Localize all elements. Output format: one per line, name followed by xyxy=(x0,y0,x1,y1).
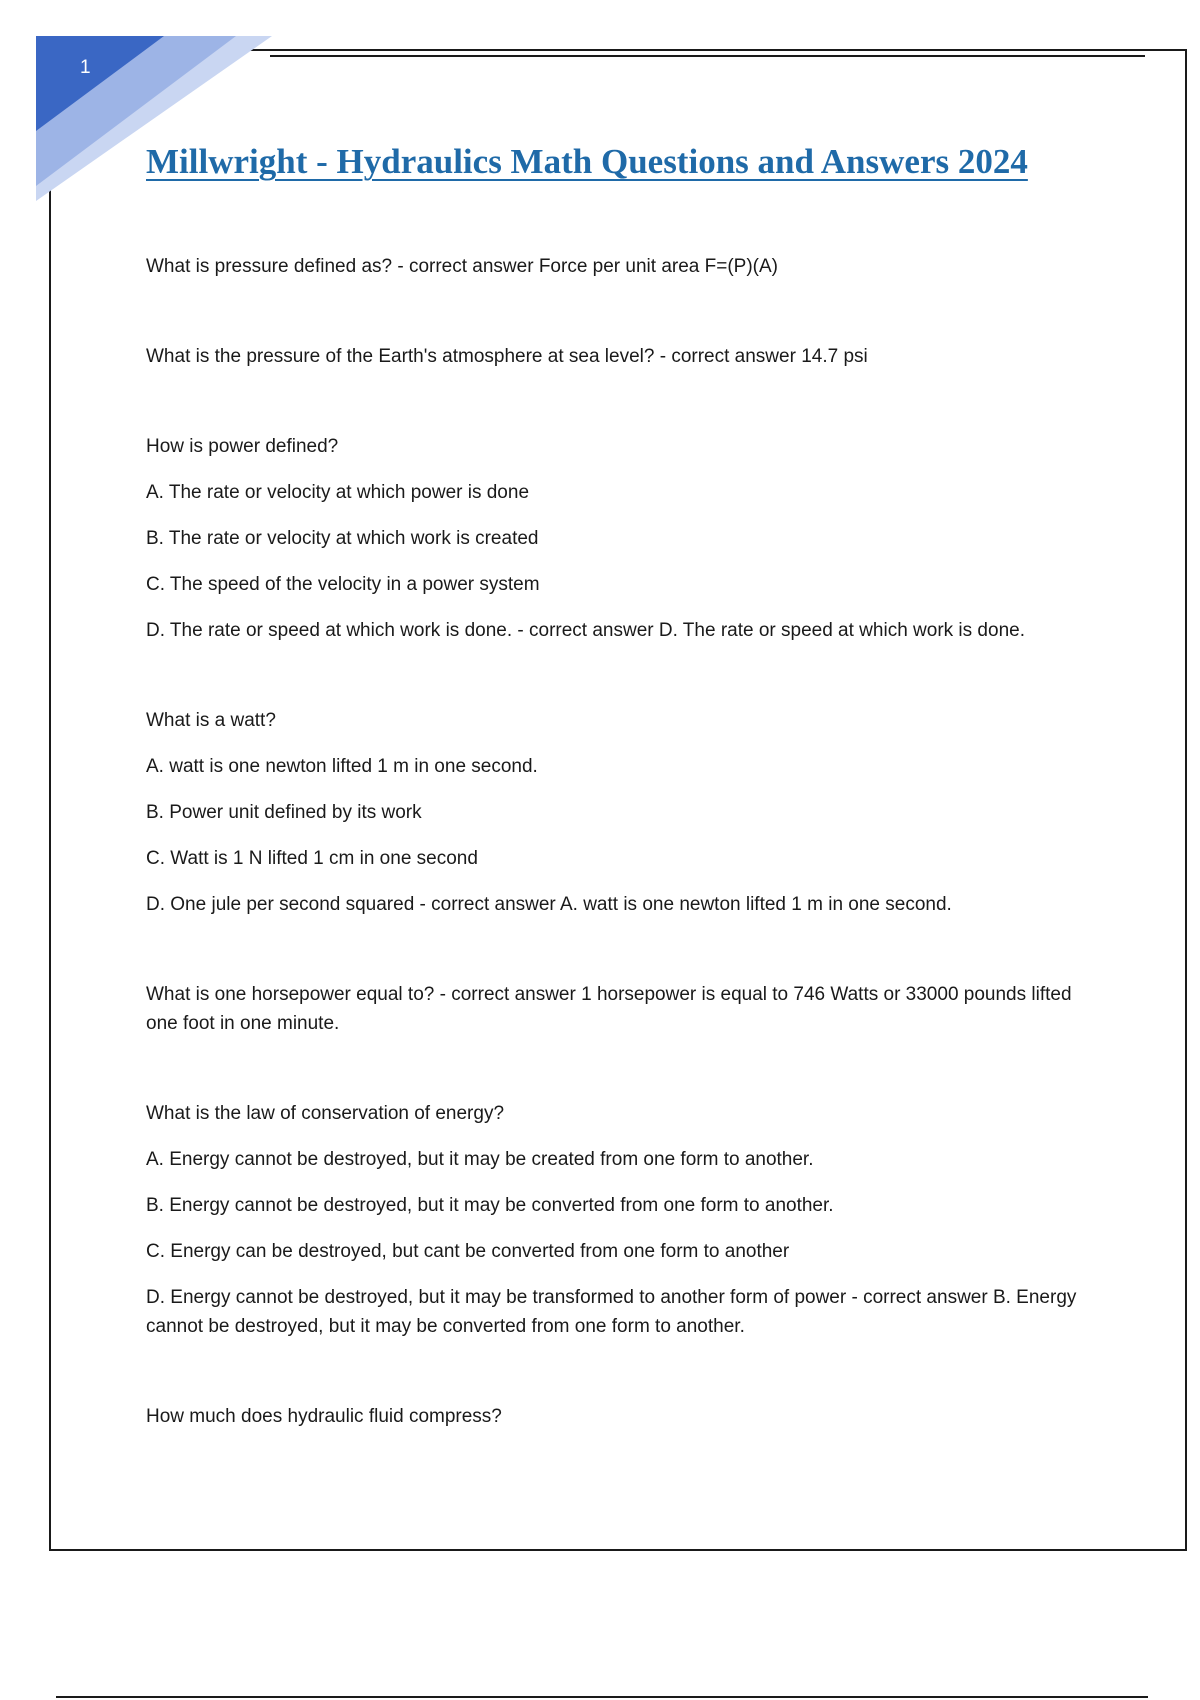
option-a: A. Energy cannot be destroyed, but it may be created from one form to another. xyxy=(146,1149,814,1170)
option-a: A. watt is one newton lifted 1 m in one second. xyxy=(146,756,538,777)
qa-block-5 xyxy=(146,980,1106,1038)
option-b: B. Power unit defined by its work xyxy=(146,802,422,823)
question-line: How is power defined? xyxy=(146,436,339,457)
qa-line: What is one horsepower equal to? - correct answer 1 horsepower is equal to 746 Watts or 33000 pounds lifted one foot in one minute. xyxy=(146,984,1072,1034)
question-line: What is a watt? xyxy=(146,710,276,731)
qa-block-1 xyxy=(146,252,1106,281)
qa-block-3 xyxy=(146,432,1106,645)
qa-list xyxy=(146,252,1106,1492)
qa-block-2 xyxy=(146,342,1106,371)
option-d-with-answer: D. The rate or speed at which work is done. - correct answer D. The rate or speed at which work is done. xyxy=(146,620,1025,641)
qa-line: What is pressure defined as? - correct answer Force per unit area F=(P)(A) xyxy=(146,256,778,277)
option-b: B. The rate or velocity at which work is created xyxy=(146,528,539,549)
option-c: C. Energy can be destroyed, but cant be converted from one form to another xyxy=(146,1241,790,1262)
option-b: B. Energy cannot be destroyed, but it may be converted from one form to another. xyxy=(146,1195,834,1216)
option-c: C. Watt is 1 N lifted 1 cm in one second xyxy=(146,848,478,869)
qa-block-6 xyxy=(146,1099,1106,1341)
option-c: C. The speed of the velocity in a power system xyxy=(146,574,540,595)
header-rule xyxy=(270,55,1145,57)
question-line: How much does hydraulic fluid compress? xyxy=(146,1406,502,1427)
qa-block-7 xyxy=(146,1402,1106,1431)
footer-rule xyxy=(56,1696,1148,1698)
option-a: A. The rate or velocity at which power is done xyxy=(146,482,530,503)
document-title: Millwright - Hydraulics Math Questions and Answers 2024 xyxy=(146,142,1028,181)
option-d-with-answer: D. One jule per second squared - correct answer A. watt is one newton lifted 1 m in one second. xyxy=(146,894,952,915)
qa-block-4 xyxy=(146,706,1106,919)
page-number: 1 xyxy=(80,57,91,78)
question-line: What is the law of conservation of energy? xyxy=(146,1103,505,1124)
option-d-with-answer: D. Energy cannot be destroyed, but it may be transformed to another form of power - correct answer B. Energy cannot be destroyed, but it may be converted from one form to another. xyxy=(146,1287,1077,1337)
qa-line: What is the pressure of the Earth's atmosphere at sea level? - correct answer 14.7 psi xyxy=(146,346,868,367)
